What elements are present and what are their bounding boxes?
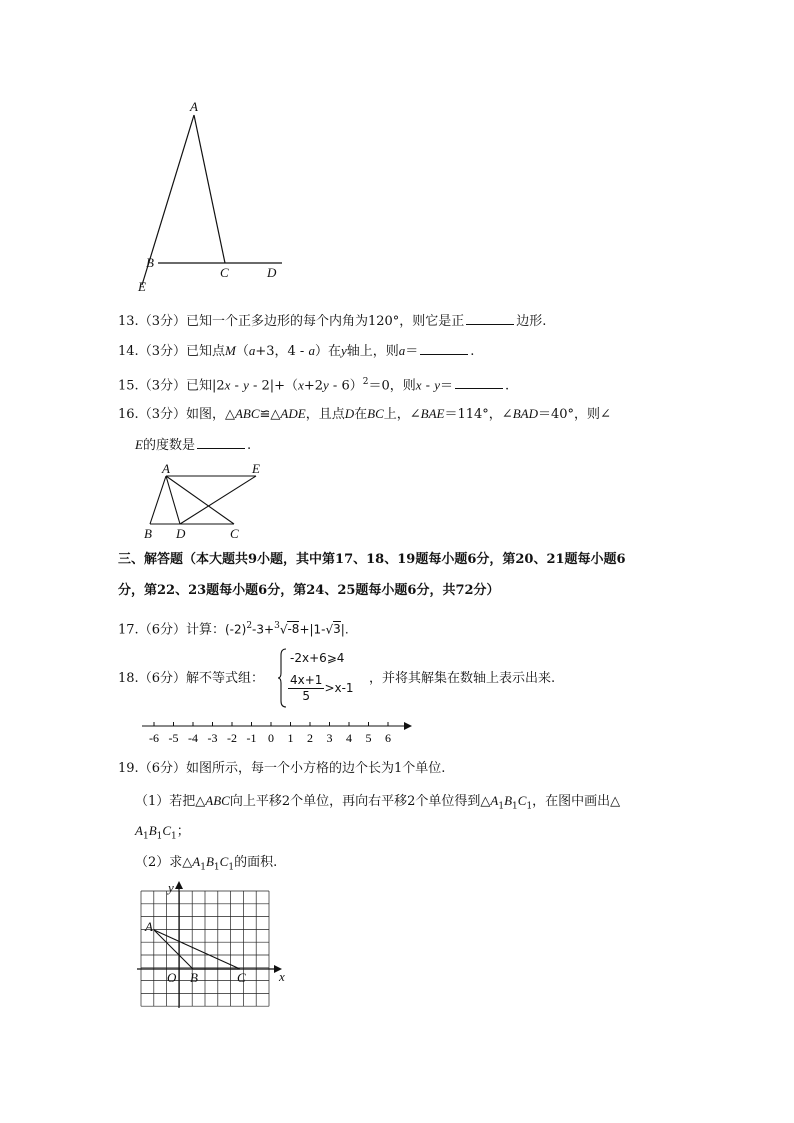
q-text: - 2|+（ [248,378,299,394]
answer-blank[interactable] [466,312,514,325]
math-var: ADE [280,406,306,421]
question-19-part1 [135,792,620,816]
q-text: 边形. [516,314,547,329]
q-text: ＝ [405,344,419,359]
subscript: 1 [171,831,177,842]
subscript: 1 [512,801,518,812]
label-d: D [267,265,277,280]
math-expr: -3+ [252,622,275,637]
math-var: x [415,377,422,393]
label-d: D [176,526,186,541]
math-var: y [340,343,347,358]
grid-lines [141,891,269,1006]
q-text: 如图，△ [185,407,235,422]
math-var: A [490,793,499,808]
q-text: ＝0，则 [368,378,416,394]
number-line-tick-label: 2 [307,731,313,745]
q-text: - [421,378,435,394]
q-score: （6分） [138,761,186,776]
math-var: y [434,377,440,393]
q-text: 如图所示，每一个小方格的边个长为1个单位. [185,761,446,776]
section-heading-cont: 分，第22、23题每小题6分，第24、25题每小题6分，共72分） [118,583,500,598]
axis-label-y: y [168,880,174,895]
radical-sign: √ [279,622,288,637]
math-expr: +|1- [299,622,326,637]
q-text: . [246,438,252,453]
q-text: 已知|2 [185,378,225,394]
label-a: A [190,99,198,114]
q-text: +3，4 - [255,344,309,359]
y-axis-arrow-icon [175,881,183,889]
number-line-tick-label: -2 [227,731,237,745]
section-heading: 三、解答题（本大题共9小题，其中第17、18、19题每小题6分，第20、21题每小题6 [118,552,626,567]
math-var: y [243,377,249,393]
number-line-ticks [149,722,391,745]
number-line-tick-label: 1 [287,731,294,745]
subscript: 1 [142,831,149,842]
subscript: 1 [526,801,533,812]
q-score: （3分） [138,378,186,394]
label-o: O [167,970,177,985]
number-line-tick-label: 6 [385,731,391,745]
math-var: ABC [234,406,260,421]
q-text: ）在 [314,344,341,359]
math-var: x [298,377,304,393]
math-var: B [205,854,214,869]
segment-ac [194,115,225,263]
q-text: ； [176,824,190,839]
math-var: BAD [512,406,538,421]
math-var: BC [367,406,384,421]
radicand: -8 [287,622,300,637]
number-line-tick-label: -6 [149,731,159,745]
q-text: ＝40°，则∠ [537,407,611,422]
q-text: . [470,344,475,359]
label-e: E [252,462,260,476]
segment-ad [166,476,180,524]
axis-label-x: x [279,969,285,984]
question-17 [118,617,349,639]
q-text: 解不等式组： [185,671,264,686]
label-b: B [146,255,154,270]
label-c: C [230,526,239,541]
answer-blank[interactable] [420,342,468,355]
math-var: C [162,823,172,838]
root-index: 3 [274,621,280,631]
q-text: ＝114°，∠ [444,407,513,422]
number-line-tick-label: 4 [346,731,352,745]
number-line-tick-label: -5 [168,731,179,745]
q-text: ，在图中画出△ [532,794,621,809]
math-var: a [248,343,256,358]
subscript: 1 [498,801,505,812]
number-line-tick-label: 5 [365,731,372,745]
q-text: +2 [303,378,324,394]
q-text: 的面积. [234,855,278,870]
inequality-1: -2x+6⩾4 [290,651,345,665]
segment-ac [166,476,234,524]
math-var: BAE [420,406,445,421]
math-var: M [224,343,236,358]
math-var: D [344,406,355,421]
number-line [140,716,415,748]
label-a: A [162,462,170,476]
system-brace [278,647,288,709]
q-score: （3分） [138,407,186,422]
figure-q19-grid [134,878,294,1013]
q-text: - 6） [328,378,363,394]
q-text: （2）求△ [135,855,193,870]
question-19-part1-cont [135,822,190,846]
fraction-denominator: 5 [302,689,311,703]
math-var: y [323,377,329,393]
exponent: 2 [246,621,253,631]
radical-sign: √ [325,622,334,637]
math-var: A [192,854,201,869]
label-e: E [138,279,146,294]
question-16-cont [135,436,251,455]
figure-q16 [138,462,268,542]
math-var: ABC [205,793,230,808]
q-score: （6分） [138,671,186,686]
question-18 [118,670,264,688]
question-19 [118,760,445,778]
question-18-tail: ，并将其解集在数轴上表示出来. [369,671,556,686]
q-number: 16. [118,407,139,422]
subscript: 1 [228,862,235,873]
q-text: 的度数是 [142,438,195,453]
q-score: （3分） [138,314,186,329]
radicand: 3 [333,622,341,637]
q-number: 18. [118,671,139,686]
math-var: a [398,343,406,358]
math-expr: >x-1 [324,681,354,695]
math-expr: (-2) [224,622,247,637]
fraction-numerator: 4x+1 [290,673,323,687]
label-c: C [237,970,246,985]
number-line-tick-label: 3 [326,731,333,745]
q-number: 14. [118,344,139,359]
question-14 [118,342,474,361]
math-var: B [504,793,513,808]
q-text: （ [235,344,249,359]
question-16 [118,405,611,424]
q-text: 上，∠ [383,407,421,422]
inequality-2 [288,673,354,704]
number-line-tick-label: 0 [268,731,274,745]
fraction [288,673,324,704]
q-text: 计算： [185,622,225,638]
q-text: 已知点 [185,344,225,359]
math-var: E [135,437,143,452]
number-line-tick-label: -1 [246,731,257,745]
answer-blank[interactable] [455,376,503,389]
number-line-tick-label: -3 [207,731,218,745]
q-number: 13. [118,314,139,329]
q-text: 向上平移2个单位，再向右平移2个单位得到△ [229,794,491,809]
question-15 [118,373,509,395]
answer-blank[interactable] [197,436,245,449]
q-text: ≌△ [259,407,281,422]
q-score: （6分） [138,622,186,638]
question-13 [118,312,546,331]
subscript: 1 [213,862,220,873]
q-text: ＝ [439,378,453,394]
subscript: 1 [156,831,163,842]
exponent: 2 [362,377,369,387]
segment-ab [150,476,166,524]
math-expr: |. [340,622,349,637]
label-c: C [220,265,229,280]
label-b: B [144,526,152,541]
figure-q12 [130,95,300,295]
triangle-side-ab [154,930,193,969]
math-var: a [308,343,315,358]
math-var: C [219,854,229,869]
q-text: 已知一个正多边形的每个内角为120°，则它是正 [185,314,465,329]
segment-de [180,476,256,524]
q-text: 在 [354,407,368,422]
q-text: （1）若把△ [135,794,206,809]
math-var: C [517,793,527,808]
q-text: ，且点 [305,407,345,422]
q-score: （3分） [138,344,186,359]
math-var: A [135,823,143,838]
math-var: x [224,377,231,393]
number-line-tick-label: -4 [188,731,198,745]
arrow-right-icon [404,722,412,730]
q-number: 15. [118,378,139,394]
q-text: . [505,378,510,394]
question-19-part2 [135,853,277,877]
q-number: 19. [118,761,139,776]
q-text: - [230,378,244,394]
q-text: 轴上，则 [346,344,399,359]
subscript: 1 [200,862,206,873]
math-var: B [148,823,157,838]
label-a: A [145,919,153,934]
q-number: 17. [118,622,139,638]
label-b: B [190,970,198,985]
